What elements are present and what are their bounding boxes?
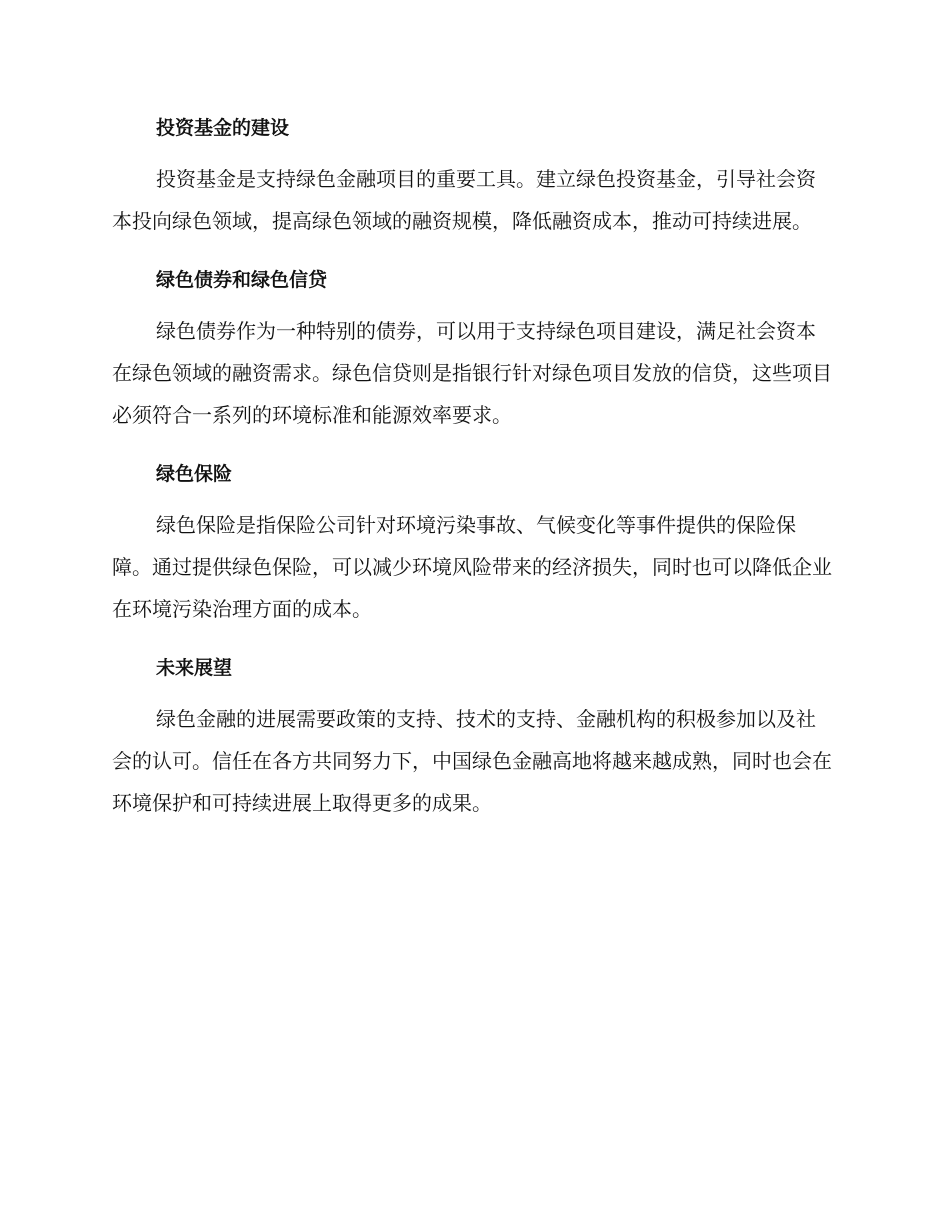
section-heading: 绿色保险	[156, 463, 233, 485]
section-investment-fund	[112, 112, 832, 242]
section-future-outlook	[112, 652, 832, 824]
section-heading: 未来展望	[156, 657, 233, 679]
section-paragraph: 绿色债券作为一种特别的债券，可以用于支持绿色项目建设，满足社会资本在绿色领域的融资需求。绿色信贷则是指银行针对绿色项目发放的信贷，这些项目必须符合一系列的环境标准和能源效率要求。	[112, 319, 832, 427]
section-paragraph: 投资基金是支持绿色金融项目的重要工具。建立绿色投资基金，引导社会资本投向绿色领域，提高绿色领域的融资规模，降低融资成本，推动可持续进展。	[112, 167, 816, 233]
section-heading: 投资基金的建设	[156, 117, 290, 139]
section-paragraph: 绿色保险是指保险公司针对环境污染事故、气候变化等事件提供的保险保障。通过提供绿色保险，可以减少环境风险带来的经济损失，同时也可以降低企业在环境污染治理方面的成本。	[112, 513, 832, 621]
section-paragraph: 绿色金融的进展需要政策的支持、技术的支持、金融机构的积极参加以及社会的认可。信任在各方共同努力下，中国绿色金融高地将越来越成熟，同时也会在环境保护和可持续进展上取得更多的成果。	[112, 707, 832, 815]
document-page	[112, 112, 832, 846]
section-heading: 绿色债券和绿色信贷	[156, 269, 328, 291]
section-green-bonds-credit	[112, 264, 832, 436]
section-green-insurance	[112, 458, 832, 630]
